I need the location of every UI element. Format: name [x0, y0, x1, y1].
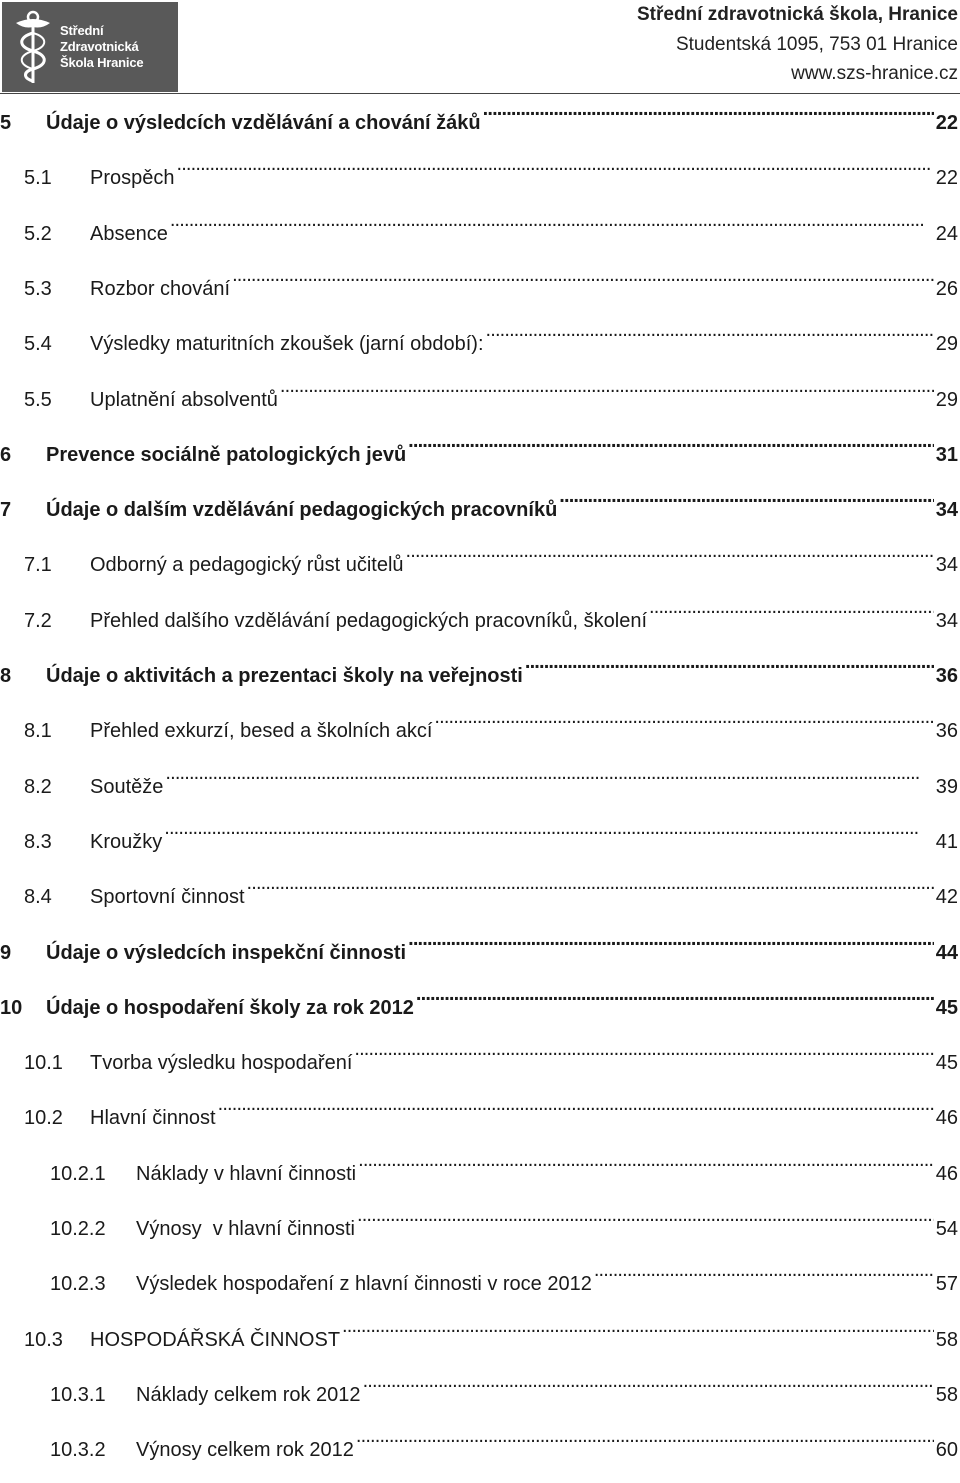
toc-entry[interactable] [0, 158, 958, 198]
toc-entry-number: 8.2 [24, 775, 52, 798]
toc-leader-dots [649, 607, 934, 627]
toc-entry[interactable] [0, 1154, 958, 1194]
toc-entry-number: 10.3.2 [50, 1439, 106, 1462]
toc-entry-title: Soutěže [90, 775, 164, 798]
toc-leader-dots [165, 773, 933, 793]
toc-entry-number: 10.1 [24, 1052, 63, 1075]
toc-entry-title: Náklady celkem rok 2012 [136, 1383, 361, 1406]
header-divider [0, 93, 960, 94]
toc-entry-title: Přehled dalšího vzdělávání pedagogických pracovníků, školení [90, 609, 648, 632]
toc-entry[interactable] [0, 601, 958, 641]
toc-entry-number: 10.2.1 [50, 1162, 106, 1185]
toc-leader-dots [354, 1049, 933, 1069]
toc-entry-page: 41 [935, 830, 958, 853]
toc-entry[interactable] [0, 711, 958, 751]
toc-leader-dots [177, 164, 934, 184]
toc-entry[interactable] [0, 877, 958, 917]
toc-entry-title: Uplatnění absolventů [90, 388, 278, 411]
toc-entry-title: Výsledek hospodaření z hlavní činnosti v roce 2012 [136, 1273, 592, 1296]
toc-entry-title: Údaje o výsledcích inspekční činnosti [46, 941, 407, 964]
toc-leader-dots [406, 551, 934, 571]
toc-entry-page: 58 [935, 1383, 958, 1406]
toc-leader-dots [408, 939, 934, 959]
logo-line: Střední [60, 23, 104, 38]
toc-leader-dots [164, 828, 934, 848]
toc-entry-number: 6 [0, 443, 12, 466]
toc-entry[interactable] [0, 1320, 958, 1360]
toc-entry[interactable] [0, 822, 958, 862]
toc-entry-page: 57 [935, 1273, 958, 1296]
toc-entry-title: Údaje o aktivitách a prezentaci školy na veřejnosti [46, 665, 523, 687]
toc-entry-title: Hlavní činnost [90, 1107, 216, 1130]
toc-entry-page: 46 [935, 1162, 958, 1185]
toc-entry-title: Údaje o výsledcích vzdělávání a chování žáků [46, 112, 481, 134]
toc-entry-title: Výsledky maturitních zkoušek (jarní období): [90, 333, 484, 356]
toc-entry-title: Údaje o dalším vzdělávání pedagogických pracovníků [46, 499, 558, 522]
school-address: Studentská 1095, 753 01 Hranice [675, 33, 958, 55]
toc-entry-number: 8 [0, 665, 12, 687]
toc-leader-dots [247, 883, 934, 903]
toc-entry-number: 10.2 [24, 1107, 63, 1130]
toc-entry-page: 44 [935, 941, 958, 964]
logo-line: Škola Hranice [60, 55, 144, 70]
toc-entry[interactable] [0, 1043, 958, 1083]
toc-entry-page: 39 [935, 775, 958, 798]
school-website[interactable]: www.szs-hranice.cz [791, 63, 958, 84]
toc-entry-page: 45 [935, 1052, 958, 1075]
toc-entry-page: 34 [935, 499, 958, 522]
toc-entry-number: 5.2 [24, 222, 52, 245]
toc-entry-number: 9 [0, 941, 12, 964]
toc-entry-page: 29 [935, 388, 958, 411]
toc-leader-dots [218, 1104, 934, 1124]
toc-entry-title: Výnosy v hlavní činnosti [136, 1218, 355, 1240]
toc-entry-number: 10.3.1 [50, 1383, 106, 1406]
toc-entry-title: Přehled exkurzí, besed a školních akcí [90, 720, 433, 743]
toc-entry[interactable] [0, 1430, 958, 1470]
toc-leader-dots [525, 662, 934, 682]
logo-line: Zdravotnická [60, 39, 139, 54]
school-logo [2, 2, 178, 92]
toc-entry-page: 29 [935, 333, 958, 356]
toc-entry-number: 5 [0, 112, 12, 134]
toc-entry[interactable] [0, 435, 958, 475]
toc-entry[interactable] [0, 1098, 958, 1138]
toc-entry-page: 34 [935, 609, 958, 632]
toc-leader-dots [357, 1215, 934, 1235]
toc-leader-dots [342, 1326, 934, 1346]
toc-leader-dots [363, 1381, 934, 1401]
toc-entry-number: 5.3 [24, 277, 52, 300]
toc-entry-title: Náklady v hlavní činnosti [136, 1162, 357, 1185]
toc-entry-title: Kroužky [90, 830, 163, 853]
toc-leader-dots [356, 1436, 934, 1456]
toc-entry-number: 5.1 [24, 167, 52, 190]
caduceus-icon [12, 7, 54, 87]
toc-leader-dots [232, 275, 934, 295]
toc-entry-title: Absence [90, 222, 168, 245]
toc-entry-title: Tvorba výsledku hospodaření [90, 1052, 353, 1075]
toc-leader-dots [559, 496, 933, 516]
toc-entry-number: 10.3 [24, 1328, 63, 1351]
toc-leader-dots [434, 717, 933, 737]
toc-entry-number: 5.5 [24, 388, 52, 411]
toc-entry-title: Prospěch [90, 167, 175, 190]
toc-entry-title: Sportovní činnost [90, 886, 245, 909]
toc-entry-page: 54 [935, 1218, 958, 1240]
toc-entry-number: 7 [0, 499, 12, 522]
toc-entry-title: HOSPODÁŘSKÁ ČINNOST [90, 1328, 341, 1351]
toc-entry[interactable] [0, 656, 958, 696]
toc-entry-number: 8.1 [24, 720, 52, 743]
toc-entry[interactable] [0, 214, 958, 254]
toc-entry-number: 10.2.3 [50, 1273, 106, 1296]
toc-entry[interactable] [0, 103, 958, 143]
school-info [637, 0, 958, 89]
toc-entry-page: 42 [935, 886, 958, 909]
toc-leader-dots [170, 220, 934, 240]
toc-entry[interactable] [0, 269, 958, 309]
toc-entry-page: 60 [935, 1439, 958, 1462]
toc-entry-number: 8.4 [24, 886, 52, 909]
toc-leader-dots [594, 1270, 934, 1290]
toc-entry-page: 45 [935, 996, 958, 1019]
toc-entry-title: Údaje o hospodaření školy za rok 2012 [46, 996, 414, 1019]
toc-entry-page: 22 [935, 167, 958, 190]
toc-entry-title: Odborný a pedagogický růst učitelů [90, 554, 404, 577]
toc-entry[interactable] [0, 324, 958, 364]
toc-entry[interactable] [0, 1209, 958, 1249]
toc-entry-title: Prevence sociálně patologických jevů [46, 443, 407, 466]
toc-entry-number: 7.2 [24, 609, 52, 632]
toc-entry-page: 36 [935, 665, 958, 687]
toc-entry-page: 46 [935, 1107, 958, 1130]
toc-leader-dots [280, 386, 934, 406]
toc-entry[interactable] [0, 380, 958, 420]
toc-leader-dots [408, 441, 934, 461]
toc-leader-dots [358, 1160, 934, 1180]
toc-entry[interactable] [0, 767, 958, 807]
toc-entry-page: 58 [935, 1328, 958, 1351]
toc-entry-number: 10.2.2 [50, 1218, 106, 1240]
toc-entry-title: Rozbor chování [90, 277, 231, 300]
toc-entry-number: 7.1 [24, 554, 52, 577]
toc-entry-number: 5.4 [24, 333, 52, 356]
toc-entry-page: 31 [935, 443, 958, 466]
logo-text [60, 23, 143, 71]
toc-entry-page: 34 [935, 554, 958, 577]
toc-entry[interactable] [0, 1375, 958, 1415]
page-header [0, 0, 960, 96]
toc-entry-number: 10 [0, 996, 23, 1019]
toc-entry[interactable] [0, 545, 958, 585]
toc-entry-page: 26 [935, 277, 958, 300]
toc-entry-page: 24 [935, 222, 958, 245]
toc-entry[interactable] [0, 933, 958, 973]
toc-entry-title: Výnosy celkem rok 2012 [136, 1439, 354, 1462]
toc-entry-page: 22 [935, 112, 958, 134]
toc-leader-dots [483, 109, 934, 129]
toc-leader-dots [486, 330, 934, 350]
toc-entry[interactable] [0, 490, 958, 530]
school-name: Střední zdravotnická škola, Hranice [636, 4, 958, 25]
toc-entry[interactable] [0, 988, 958, 1028]
toc-leader-dots [416, 994, 934, 1014]
toc-entry-page: 36 [935, 720, 958, 743]
toc-entry-number: 8.3 [24, 830, 52, 853]
toc-entry[interactable] [0, 1264, 958, 1304]
